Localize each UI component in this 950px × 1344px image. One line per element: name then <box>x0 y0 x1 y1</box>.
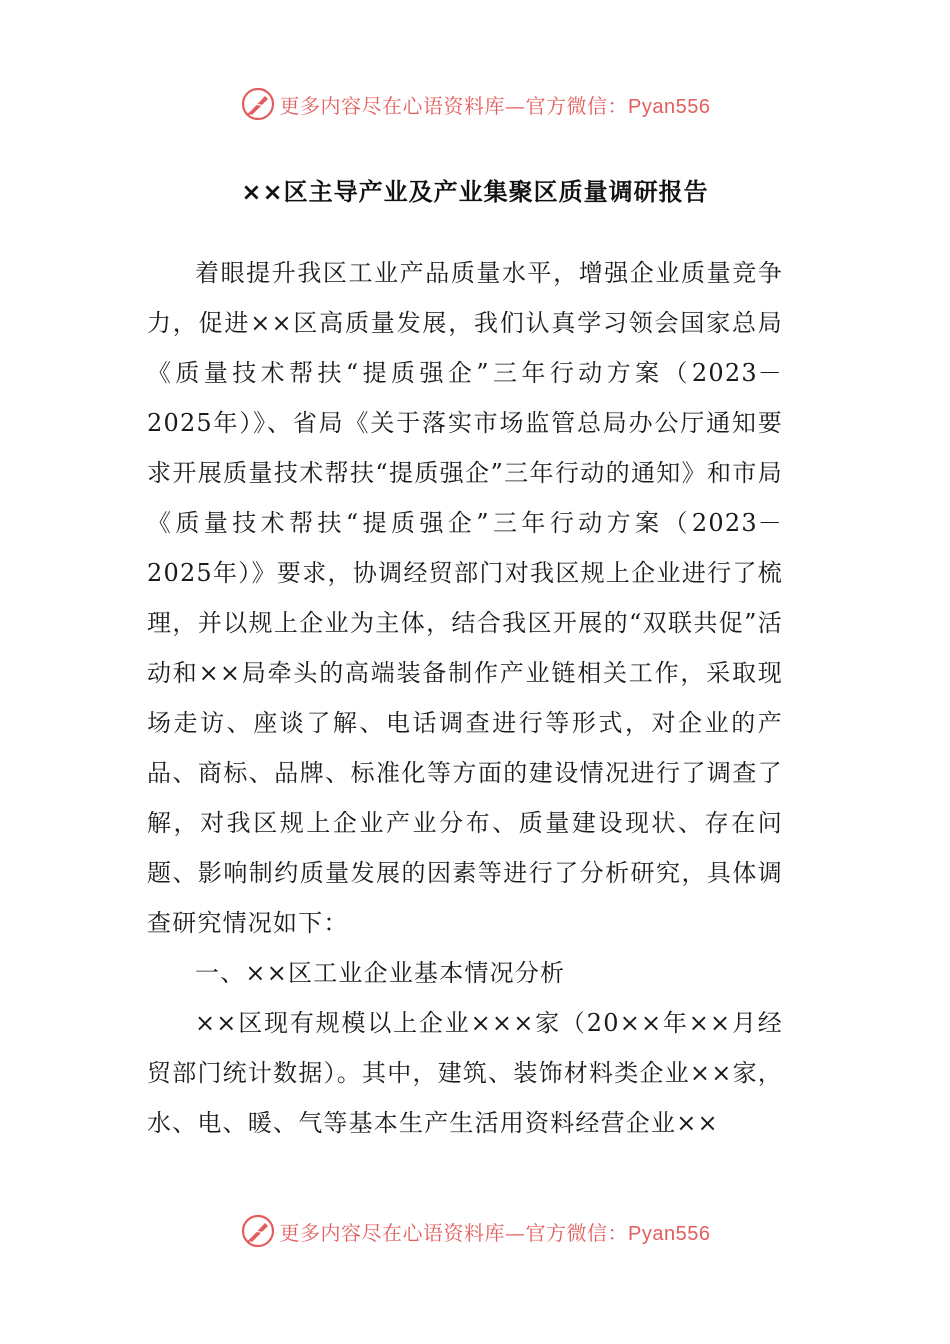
section-heading: 一、××区工业企业基本情况分析 <box>195 959 566 987</box>
document-title: ××区主导产业及产业集聚区质量调研报告 <box>241 178 709 206</box>
paragraph-section-1: ××区现有规模以上企业×××家（20××年××月经贸部门统计数据）。其中，建筑、装饰材料类企业××家，水、电、暖、气等基本生产生活用资料经营企业×× <box>147 1009 783 1137</box>
watermark-banner-bottom <box>0 1209 950 1253</box>
paragraph-intro: 着眼提升我区工业产品质量水平，增强企业质量竞争力，促进××区高质量发展，我们认真学习领会国家总局《质量技术帮扶“提质强企”三年行动方案（2023－2025年）》、省局《关于落实市场监管总局办公厅通知要求开展质量技术帮扶“提质强企”三年行动的通知》和市局《质量技术帮扶“提质强企”三年行动方案（2023－2025年）》要求，协调经贸部门对我区规上企业进行了梳理，并以规上企业为主体，结合我区开展的“双联共促”活动和××局牵头的高端装备制作产业链相关工作，采取现场走访、座谈了解、电话调查进行等形式，对企业的产品、商标、品牌、标准化等方面的建设情况进行了调查了解，对我区规上企业产业分布、质量建设现状、存在问题、影响制约质量发展的因素等进行了分析研究，具体调查研究情况如下： <box>147 259 783 937</box>
document-body <box>147 248 783 1148</box>
watermark-text: 更多内容尽在心语资料库—官方微信：Pyan556 <box>279 93 711 118</box>
pen-circle-logo-icon <box>240 86 276 122</box>
watermark-banner-top <box>0 82 950 126</box>
pen-circle-logo-icon <box>240 1213 276 1249</box>
watermark-text: 更多内容尽在心语资料库—官方微信：Pyan556 <box>279 1220 711 1245</box>
